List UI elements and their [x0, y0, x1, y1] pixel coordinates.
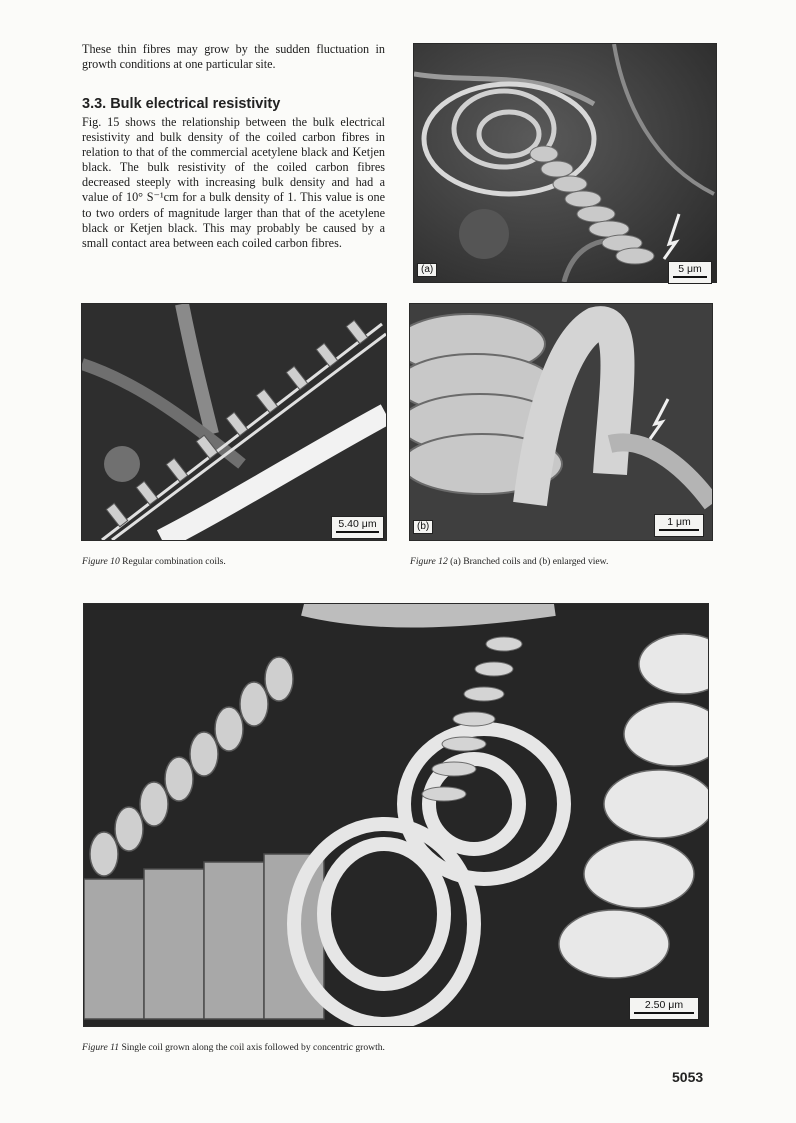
figure-10-scale-bar — [331, 516, 384, 539]
figure-10-scale-text: 5.40 μm — [338, 518, 377, 530]
figure-10-micrograph — [82, 304, 386, 540]
figure-12a-image — [414, 44, 716, 282]
figure-12b-image — [410, 304, 712, 540]
section-heading: 3.3. Bulk electrical resistivity — [82, 96, 281, 112]
figure-12a-scale-bar — [668, 261, 712, 284]
figure-11-image — [84, 604, 708, 1026]
figure-10-caption-label: Figure 10 — [82, 556, 120, 567]
section-body: Fig. 15 shows the relationship between the bulk electrical resistivity and bulk density of the coiled carbon fibres in relation to that of the commercial acetylene black and Ketjen black. The bulk resistivity of the coiled carbon fibres decreased steeply with increasing bulk density and had a value of 10° S⁻¹cm for a bulk density of 1. This value is one to two orders of magnitude larger than that of the acetylene black or Ketjen black. This may probably be caused by a small contact area between each coiled carbon fibres. — [82, 115, 385, 250]
figure-11-micrograph — [84, 604, 708, 1026]
figure-10-image — [82, 304, 386, 540]
figure-12a-scale-text: 5 μm — [678, 263, 702, 275]
figure-12a-panel-label: (a) — [417, 263, 437, 277]
figure-10-caption — [82, 556, 226, 567]
figure-11-caption-label: Figure 11 — [82, 1042, 120, 1053]
figure-12b-scale-text: 1 μm — [667, 516, 691, 528]
figure-12b-scale-bar — [654, 514, 704, 537]
figure-12b-micrograph — [410, 304, 712, 540]
figure-11-caption-text: Single coil grown along the coil axis followed by concentric growth. — [121, 1042, 385, 1053]
figure-12-caption — [410, 556, 608, 567]
figure-11-scale-text: 2.50 μm — [644, 999, 684, 1011]
figure-12b-panel-label: (b) — [413, 520, 433, 534]
figure-12-caption-label: Figure 12 — [410, 556, 448, 567]
figure-12-caption-text: (a) Branched coils and (b) enlarged view. — [450, 556, 609, 567]
figure-12a-micrograph — [414, 44, 716, 282]
page-number: 5053 — [672, 1069, 704, 1085]
figure-11-caption — [82, 1042, 385, 1053]
figure-11-scale-bar — [629, 997, 699, 1020]
intro-paragraph: These thin fibres may grow by the sudden fluctuation in growth conditions at one particular site. — [82, 42, 385, 72]
figure-10-caption-text: Regular combination coils. — [122, 556, 226, 567]
